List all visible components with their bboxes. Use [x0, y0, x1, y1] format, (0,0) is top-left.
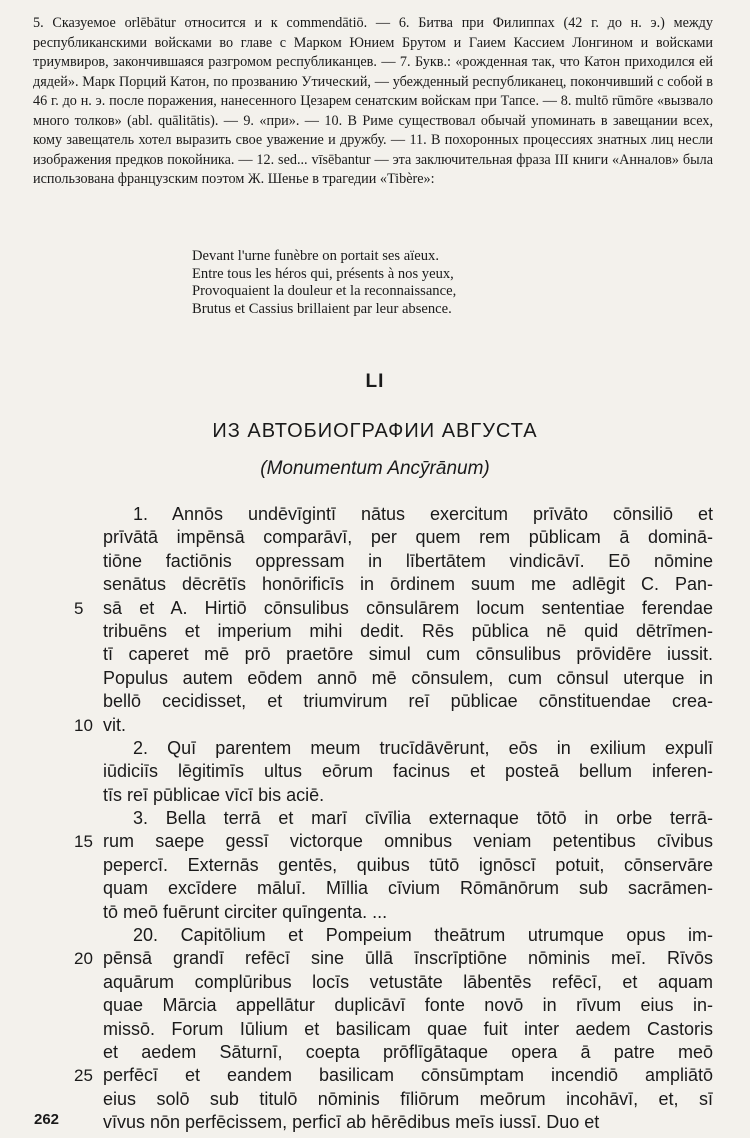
footnotes-block [33, 14, 713, 190]
latin-line-text: tribuēns et imperium mihi dedit. Rēs pūblica nē quid dētrīmen- [103, 620, 713, 641]
chapter-number: LI [365, 371, 385, 392]
latin-line-text: aquārum complūribus locīs vetustāte lābentēs refēcī, et aquam [103, 971, 713, 992]
verse-line: Entre tous les héros qui, présents à nos yeux, [192, 265, 454, 282]
latin-line [0, 667, 750, 690]
latin-line [0, 877, 750, 900]
latin-line-text: bellō cecidisset, et triumvirum reī pūblicae cōnstituendae crea- [103, 691, 714, 712]
footnotes-text: 5. Сказуемое orlēbātur относится и к commendātiō. — 6. Битва при Филиппах (42 г. до н. э.) между республиканскими войсками во главе с Марком Юнием Брутом и Гаием Кассием Лонгином и войсками триумвиров, закончившаяся разгромом республиканцев. — 7. Букв.: «рожденная так, что Катон приходился ей дядей». Марк Порций Катон, по прозванию Утический, — убежденный республиканец, покончивший с собой в 46 г. до н. э. после поражения, нанесенного Цезарем сенатским войскам при Тапсе. — 8. multō rūmōre «вызвало много толков» (abl. quālitātis). — 9. «при». — 10. В Риме существовал обычай упоминать в завещании всех, кому завещатель хотел выразить свое уважение и дружбу. — 11. В похоронных процессиях знатных лиц несли изображения предков покойника. — 12. sed... vīsēbantur — эта заключительная фраза III книги «Анналов» была использована французским поэтом Ж. Шенье в трагедии «Tibère»: [33, 15, 713, 187]
verse-line: Provoquaient la douleur et la reconnaissance, [192, 283, 457, 299]
latin-line-text: tiōne factiōnis oppressam in lībertātem vindicāvī. Eō nōmine [103, 550, 714, 571]
line-number: 20 [74, 949, 93, 969]
latin-line-text: 3. Bella terrā et marī cīvīlia externaque tōtō in orbe terrā- [133, 808, 714, 829]
chapter-subtitle: (Monumentum Ancȳrānum) [260, 458, 490, 479]
latin-line [0, 503, 750, 526]
latin-line [0, 924, 750, 947]
latin-line [0, 1111, 750, 1134]
latin-line [0, 830, 750, 853]
latin-line [0, 573, 750, 596]
latin-line [0, 597, 750, 620]
latin-line-text: 1. Annōs undēvīgintī nātus exercitum prīvāto cōnsiliō et [133, 504, 713, 524]
line-number: 10 [74, 715, 93, 735]
latin-line [0, 643, 750, 666]
latin-line-text: sā et A. Hirtiō cōnsulibus cōnsulārem locum sententiae ferendae [103, 597, 713, 618]
latin-line [0, 690, 750, 713]
verse-line: Brutus et Cassius brillaient par leur absence. [192, 300, 452, 317]
latin-line-text: tō meō fuērunt circiter quīngenta. ... [103, 901, 388, 922]
latin-line-text: Populus autem eōdem annō mē cōnsulem, cum cōnsul uterque in [103, 667, 713, 688]
line-number: 15 [74, 832, 93, 852]
latin-line [0, 947, 750, 970]
line-number: 25 [74, 1066, 93, 1086]
verse-line: Devant l'urne funèbre on portait ses aïeux. [192, 248, 439, 264]
latin-line-text: senātus dēcrētīs honōrificīs in ōrdinem suum me adlēgit C. Pan- [103, 574, 713, 595]
latin-line [0, 807, 750, 830]
latin-line-text: quam excīdere māluī. Mīllia cīvium Rōmānōrum sub sacrāmen- [103, 878, 713, 899]
latin-line [0, 784, 750, 807]
latin-text-block [0, 503, 750, 1135]
latin-line-text: et aedem Sāturnī, coepta prōflīgātaque opera ā patre meō [103, 1041, 713, 1062]
latin-line-text: missō. Forum Iūlium et basilicam quae fuit inter aedem Castoris [103, 1018, 713, 1039]
latin-line [0, 1041, 750, 1064]
latin-line-text: 2. Quī parentem meum trucīdāvērunt, eōs in exilium expulī [133, 737, 714, 758]
latin-line [0, 994, 750, 1017]
latin-line [0, 526, 750, 549]
latin-line [0, 854, 750, 877]
latin-line [0, 971, 750, 994]
latin-line [0, 760, 750, 783]
latin-line [0, 1018, 750, 1041]
latin-line-text: prīvātā impēnsā comparāvī, per quem rem pūblicam ā dominā- [103, 527, 714, 548]
french-verse-quote [192, 248, 592, 318]
latin-line-text: vit. [103, 714, 127, 735]
latin-line-text: vīvus nōn perfēcissem, perficī ab hērēdibus meīs iussī. Duo et [103, 1112, 600, 1133]
latin-line [0, 901, 750, 924]
latin-line [0, 620, 750, 643]
latin-line-text: tīs reī pūblicae vīcī bis aciē. [103, 784, 325, 805]
latin-line-text: rum saepe gessī victorque omnibus veniam petentibus cīvibus [103, 831, 714, 852]
latin-line [0, 1088, 750, 1111]
latin-line [0, 550, 750, 573]
latin-line-text: tī caperet mē prō praetōre simul cum cōnsulibus prōvidēre iussit. [103, 644, 713, 665]
latin-line-text: iūdiciīs lēgitimīs ultus eōrum facinus et posteā bellum inferen- [103, 761, 713, 782]
line-number: 5 [74, 598, 84, 618]
latin-line [0, 737, 750, 760]
latin-line-text: eius solō sub titulō nōminis fīliōrum meōrum incohāvī, et, sī [103, 1088, 713, 1109]
latin-line-text: pēnsā grandī refēcī sine ūllā īnscrīptiōne nōminis meī. Rīvōs [103, 948, 713, 969]
chapter-title: ИЗ АВТОБИОГРАФИИ АВГУСТА [212, 420, 538, 442]
page-number: 262 [34, 1111, 60, 1128]
latin-line-text: pepercī. Externās gentēs, quibus tūtō ignōscī potuit, cōnservāre [103, 854, 714, 875]
latin-line [0, 1064, 750, 1087]
latin-line [0, 714, 750, 737]
latin-line-text: 20. Capitōlium et Pompeium theātrum utrumque opus im- [133, 925, 713, 946]
latin-line-text: quae Mārcia appellātur duplicāvī fonte novō in rīvum eius in- [103, 995, 713, 1016]
latin-line-text: perfēcī et eandem basilicam cōnsūmptam incendiō ampliātō [103, 1065, 714, 1086]
